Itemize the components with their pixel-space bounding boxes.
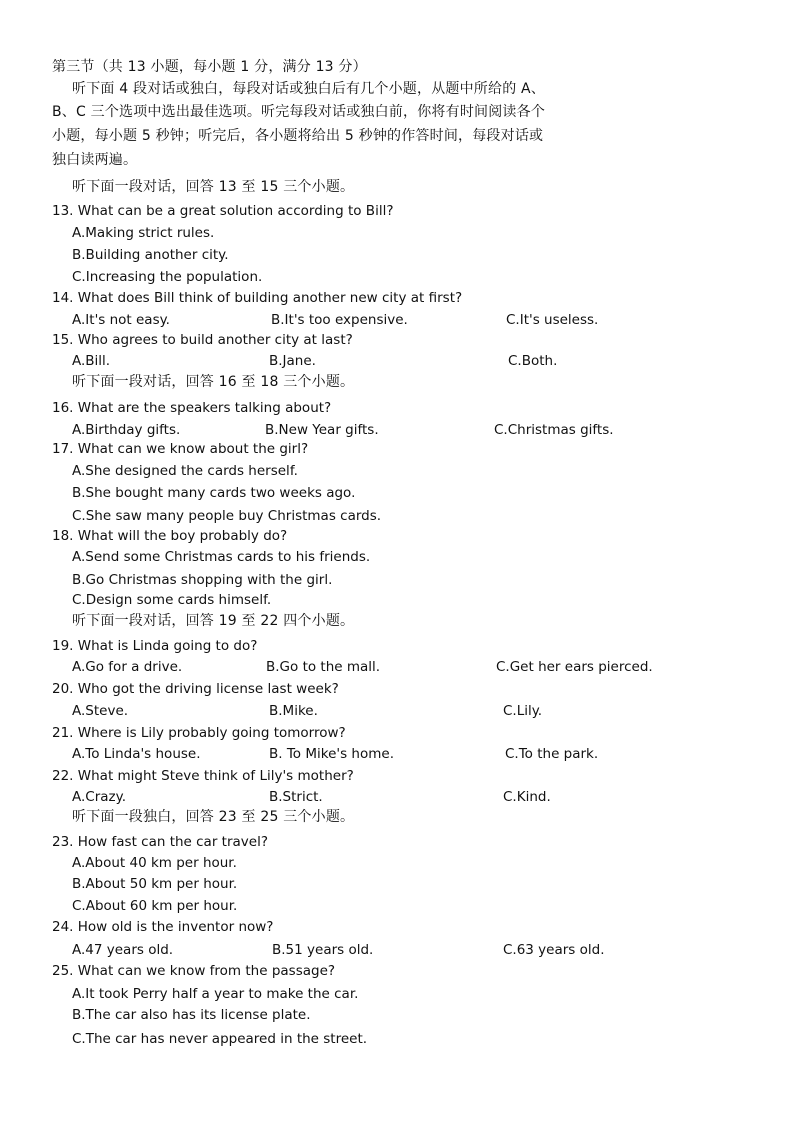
option-23-c: C.About 60 km per hour. (72, 898, 238, 914)
option-21-a: A.To Linda's house. (72, 746, 201, 762)
question-18: 18. What will the boy probably do? (52, 528, 288, 544)
instruction-line-4: 独白读两遍。 (52, 152, 138, 168)
option-25-c: C.The car has never appeared in the street. (72, 1031, 368, 1047)
option-24-c: C.63 years old. (503, 942, 605, 958)
option-16-a: A.Birthday gifts. (72, 422, 181, 438)
option-13-b: B.Building another city. (72, 247, 229, 263)
group-heading-2: 听下面一段对话，回答 16 至 18 三个小题。 (72, 374, 355, 390)
question-16: 16. What are the speakers talking about? (52, 400, 332, 416)
option-20-b: B.Mike. (269, 703, 318, 719)
question-20: 20. Who got the driving license last week? (52, 681, 339, 697)
question-25: 25. What can we know from the passage? (52, 963, 336, 979)
option-22-b: B.Strict. (269, 789, 323, 805)
options-14 (0, 311, 700, 329)
options-15 (0, 352, 700, 370)
question-23: 23. How fast can the car travel? (52, 834, 268, 850)
option-20-c: C.Lily. (503, 703, 543, 719)
option-16-b: B.New Year gifts. (265, 422, 379, 438)
option-17-a: A.She designed the cards herself. (72, 463, 298, 479)
question-22: 22. What might Steve think of Lily's mother? (52, 768, 354, 784)
option-24-b: B.51 years old. (272, 942, 374, 958)
option-20-a: A.Steve. (72, 703, 129, 719)
option-25-b: B.The car also has its license plate. (72, 1007, 311, 1023)
option-22-c: C.Kind. (503, 789, 551, 805)
option-23-a: A.About 40 km per hour. (72, 855, 237, 871)
group-heading-1: 听下面一段对话，回答 13 至 15 三个小题。 (72, 179, 355, 195)
option-25-a: A.It took Perry half a year to make the car. (72, 986, 359, 1002)
option-15-c: C.Both. (508, 353, 558, 369)
group-heading-4: 听下面一段独白，回答 23 至 25 三个小题。 (72, 809, 355, 825)
option-18-a: A.Send some Christmas cards to his friends. (72, 549, 371, 565)
options-19 (0, 658, 700, 676)
question-21: 21. Where is Lily probably going tomorrow? (52, 725, 346, 741)
instruction-line-2: B、C 三个选项中选出最佳选项。听完每段对话或独白前，你将有时间阅读各个 (52, 104, 546, 120)
option-14-a: A.It's not easy. (72, 312, 170, 328)
section-title: 第三节（共 13 小题，每小题 1 分，满分 13 分） (52, 59, 367, 75)
option-23-b: B.About 50 km per hour. (72, 876, 238, 892)
question-13: 13. What can be a great solution according to Bill? (52, 203, 394, 219)
options-16 (0, 421, 700, 439)
options-22 (0, 788, 700, 806)
instruction-line-1: 听下面 4 段对话或独白，每段对话或独白后有几个小题，从题中所给的 A、 (72, 81, 546, 97)
option-14-b: B.It's too expensive. (271, 312, 408, 328)
question-17: 17. What can we know about the girl? (52, 441, 309, 457)
question-14: 14. What does Bill think of building another new city at first? (52, 290, 463, 306)
option-18-c: C.Design some cards himself. (72, 592, 272, 608)
options-20 (0, 702, 700, 720)
option-17-b: B.She bought many cards two weeks ago. (72, 485, 356, 501)
option-17-c: C.She saw many people buy Christmas cards. (72, 508, 382, 524)
option-19-c: C.Get her ears pierced. (496, 659, 653, 675)
option-13-a: A.Making strict rules. (72, 225, 215, 241)
instruction-line-3: 小题，每小题 5 秒钟；听完后，各小题将给出 5 秒钟的作答时间，每段对话或 (52, 128, 544, 144)
option-22-a: A.Crazy. (72, 789, 126, 805)
question-24: 24. How old is the inventor now? (52, 919, 274, 935)
option-16-c: C.Christmas gifts. (494, 422, 614, 438)
option-21-b: B. To Mike's home. (269, 746, 394, 762)
option-14-c: C.It's useless. (506, 312, 599, 328)
option-19-a: A.Go for a drive. (72, 659, 183, 675)
question-15: 15. Who agrees to build another city at last? (52, 332, 353, 348)
option-13-c: C.Increasing the population. (72, 269, 263, 285)
option-19-b: B.Go to the mall. (266, 659, 381, 675)
option-15-a: A.Bill. (72, 353, 111, 369)
option-15-b: B.Jane. (269, 353, 316, 369)
question-19: 19. What is Linda going to do? (52, 638, 258, 654)
options-21 (0, 745, 700, 763)
option-24-a: A.47 years old. (72, 942, 174, 958)
option-18-b: B.Go Christmas shopping with the girl. (72, 572, 333, 588)
options-24 (0, 941, 700, 959)
option-21-c: C.To the park. (505, 746, 599, 762)
group-heading-3: 听下面一段对话，回答 19 至 22 四个小题。 (72, 613, 355, 629)
